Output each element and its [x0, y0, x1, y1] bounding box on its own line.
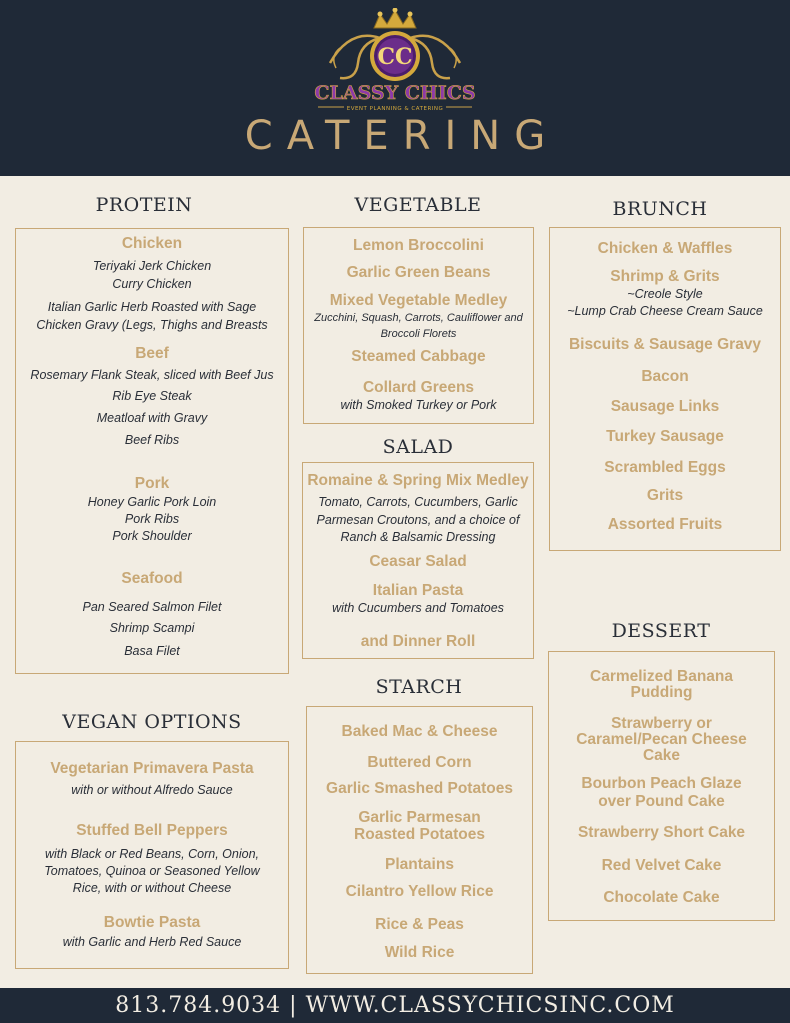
menu-item: Plantains [385, 856, 454, 873]
menu-item: Bacon [641, 368, 689, 385]
menu-item: Bowtie Pasta [103, 914, 201, 931]
logo-monogram: CC [377, 44, 413, 70]
vegetable-heading: VEGETABLE [354, 194, 482, 216]
salad-box [302, 462, 534, 659]
menu-item: Scrambled Eggs [604, 459, 726, 476]
menu-item: Romaine & Spring Mix Medley [307, 472, 529, 489]
footer-contact: 813.784.9034 | WWW.CLASSYCHICSINC.COM [0, 988, 790, 1023]
menu-item: Strawberry or [611, 715, 712, 732]
menu-item: over Pound Cake [598, 793, 725, 810]
menu-item: Chocolate Cake [603, 889, 720, 906]
menu-item-desc: ~Creole Style [627, 287, 703, 301]
menu-item: Buttered Corn [367, 754, 472, 771]
menu-item-desc: Meatloaf with Gravy [96, 411, 208, 425]
menu-item-desc: Rosemary Flank Steak, sliced with Beef Jus [30, 368, 274, 382]
menu-item-desc: Pork Shoulder [112, 529, 192, 543]
menu-item: Pudding [630, 684, 693, 701]
menu-item-desc: Tomatoes, Quinoa or Seasoned Yellow [44, 864, 260, 878]
menu-item-desc: Pork Ribs [124, 512, 180, 526]
menu-item-desc: with or without Alfredo Sauce [71, 783, 233, 797]
menu-item: Carmelized Banana [590, 668, 733, 685]
starch-heading: STARCH [375, 676, 463, 698]
menu-item: Turkey Sausage [606, 428, 724, 445]
dessert-heading: DESSERT [611, 620, 711, 642]
menu-item-desc: Honey Garlic Pork Loin [87, 495, 217, 509]
menu-item-desc: Rib Eye Steak [112, 389, 192, 403]
menu-item-desc: Pan Seared Salmon Filet [82, 600, 222, 614]
menu-item-desc: Curry Chicken [112, 277, 192, 291]
menu-item: Caramel/Pecan Cheese [576, 731, 747, 748]
vegetable-box [303, 227, 534, 424]
menu-item: Mixed Vegetable Medley [329, 292, 508, 309]
menu-category: Chicken [121, 235, 183, 252]
menu-item-desc: Tomato, Carrots, Cucumbers, Garlic [318, 495, 518, 509]
menu-item: Baked Mac & Cheese [341, 723, 498, 740]
menu-item: and Dinner Roll [360, 633, 476, 650]
menu-item-desc: with Black or Red Beans, Corn, Onion, [45, 847, 259, 861]
menu-item: Lemon Broccolini [353, 237, 484, 254]
menu-item: Cake [642, 747, 681, 764]
page-title: CATERING [244, 113, 560, 159]
menu-item: Stuffed Bell Peppers [76, 822, 228, 839]
menu-item: Ceasar Salad [369, 553, 467, 570]
menu-item: Bourbon Peach Glaze [581, 775, 742, 792]
menu-item-desc: Shrimp Scampi [109, 621, 195, 635]
menu-item: Collard Greens [362, 379, 475, 396]
menu-item: Garlic Parmesan [358, 809, 481, 826]
menu-category: Pork [134, 475, 170, 492]
menu-item: Assorted Fruits [607, 516, 723, 533]
menu-item-desc: Zucchini, Squash, Carrots, Cauliflower and [314, 312, 523, 324]
menu-item: Biscuits & Sausage Gravy [568, 336, 762, 353]
vegan-heading: VEGAN OPTIONS [62, 711, 242, 733]
menu-item-desc: Beef Ribs [124, 433, 180, 447]
menu-item-desc: Parmesan Croutons, and a choice of [316, 513, 520, 527]
menu-item-desc: Teriyaki Jerk Chicken [92, 259, 212, 273]
menu-item-desc: Chicken Gravy (Legs, Thighs and Breasts [36, 318, 268, 332]
menu-item: Italian Pasta [372, 582, 464, 599]
menu-item-desc: Basa Filet [124, 644, 180, 658]
menu-item: Cilantro Yellow Rice [345, 883, 494, 900]
menu-item-desc: Ranch & Balsamic Dressing [340, 530, 496, 544]
protein-box [15, 228, 289, 674]
menu-item: Red Velvet Cake [601, 857, 722, 874]
salad-heading: SALAD [382, 436, 454, 458]
menu-category: Beef [135, 345, 169, 362]
menu-item: Vegetarian Primavera Pasta [50, 760, 254, 777]
menu-item: Garlic Smashed Potatoes [326, 780, 513, 797]
menu-item: Shrimp & Grits [610, 268, 720, 285]
classy-chics-logo [300, 8, 490, 118]
starch-box [306, 706, 533, 974]
menu-item-desc: Italian Garlic Herb Roasted with Sage [47, 300, 257, 314]
brunch-box [549, 227, 781, 551]
menu-item-desc: Broccoli Florets [380, 328, 457, 340]
menu-item-desc: with Cucumbers and Tomatoes [332, 601, 504, 615]
menu-item: Roasted Potatoes [354, 826, 485, 843]
menu-item: Grits [646, 487, 684, 504]
dessert-box [548, 651, 775, 921]
menu-item-desc: ~Lump Crab Cheese Cream Sauce [567, 304, 763, 318]
menu-item-desc: with Garlic and Herb Red Sauce [62, 935, 242, 949]
menu-item: Garlic Green Beans [346, 264, 491, 281]
menu-item: Wild Rice [384, 944, 455, 961]
menu-item: Strawberry Short Cake [577, 824, 746, 841]
logo-brand-name: CLASSY CHICS [314, 82, 476, 104]
vegan-box [15, 741, 289, 969]
logo-tagline: EVENT PLANNING & CATERING [346, 106, 444, 112]
menu-item: Sausage Links [610, 398, 720, 415]
brunch-heading: BRUNCH [612, 198, 708, 220]
menu-item: Rice & Peas [375, 916, 464, 933]
menu-item-desc: Rice, with or without Cheese [72, 881, 232, 895]
menu-item: Chicken & Waffles [597, 240, 733, 257]
menu-category: Seafood [121, 570, 183, 587]
menu-item: Steamed Cabbage [351, 348, 486, 365]
protein-heading: PROTEIN [95, 194, 193, 216]
crown-icon [374, 8, 416, 28]
menu-item-desc: with Smoked Turkey or Pork [340, 398, 497, 412]
header-banner [0, 0, 790, 176]
